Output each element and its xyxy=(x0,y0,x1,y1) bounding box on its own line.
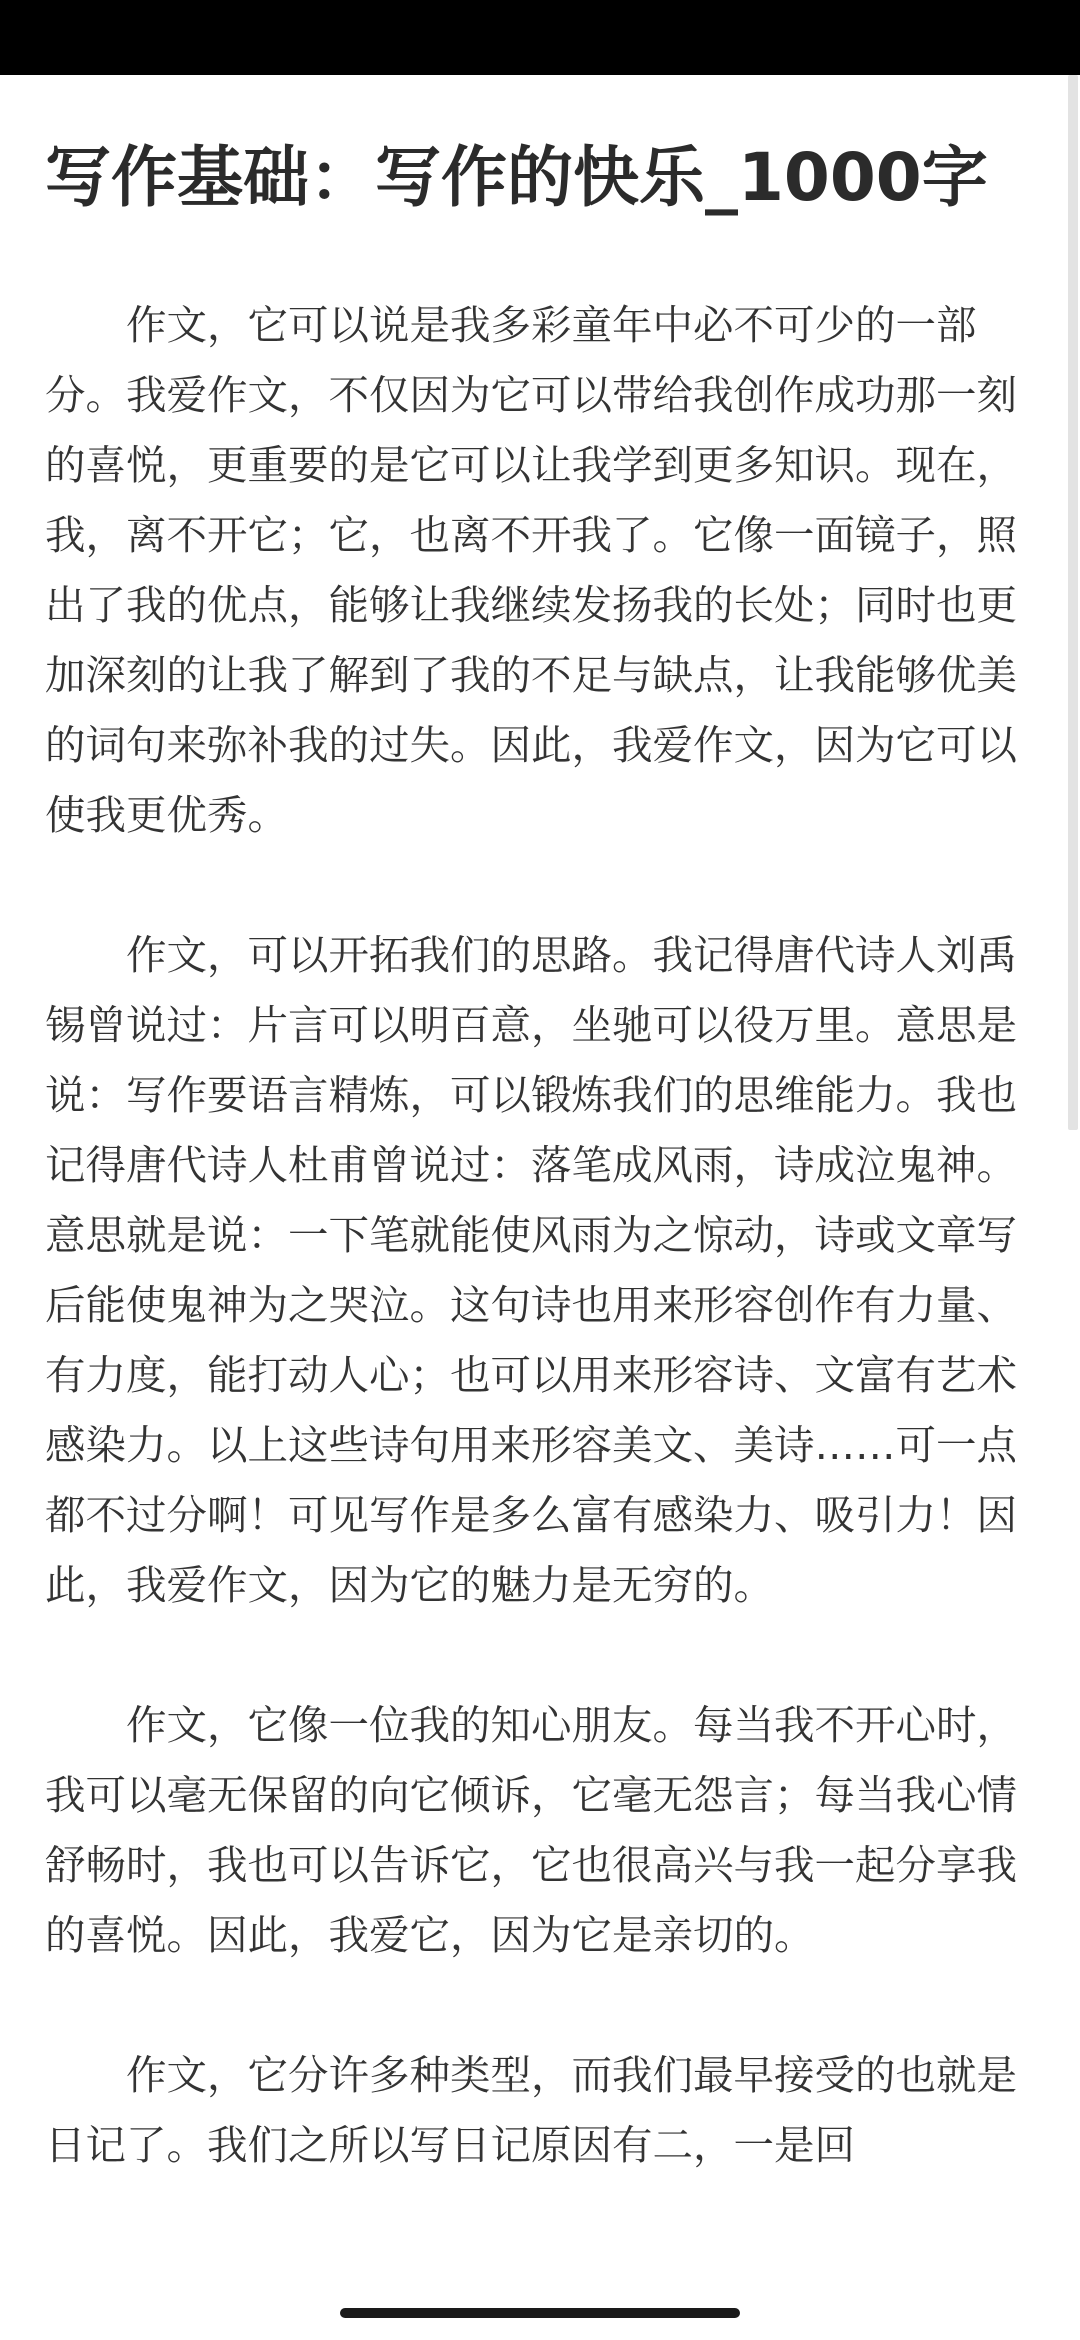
article-paragraph-3: 作文，它像一位我的知心朋友。每当我不开心时，我可以毫无保留的向它倾诉，它毫无怨言；每当我心情舒畅时，我也可以告诉它，它也很高兴与我一起分享我的喜悦。因此，我爱它，因为它是亲切的。 xyxy=(45,1701,1017,1959)
article-paragraph-1: 作文，它可以说是我多彩童年中必不可少的一部分。我爱作文，不仅因为它可以带给我创作成功那一刻的喜悦，更重要的是它可以让我学到更多知识。现在，我，离不开它；它，也离不开我了。它像一面镜子，照出了我的优点，能够让我继续发扬我的长处；同时也更加深刻的让我了解到了我的不足与缺点，让我能够优美的词句来弥补我的过失。因此，我爱作文，因为它可以使我更优秀。 xyxy=(45,301,1017,839)
article-body xyxy=(45,290,1017,2250)
home-indicator[interactable] xyxy=(340,2308,740,2318)
article-paragraph-2: 作文，可以开拓我们的思路。我记得唐代诗人刘禹锡曾说过：片言可以明百意，坐驰可以役万里。意思是说：写作要语言精炼，可以锻炼我们的思维能力。我也记得唐代诗人杜甫曾说过：落笔成风雨，诗成泣鬼神。意思就是说：一下笔就能使风雨为之惊动，诗或文章写后能使鬼神为之哭泣。这句诗也用来形容创作有力量、有力度，能打动人心；也可以用来形容诗、文富有艺术感染力。以上这些诗句用来形容美文、美诗……可一点都不过分啊！可见写作是多么富有感染力、吸引力！因此，我爱作文，因为它的魅力是无穷的。 xyxy=(45,931,1017,1609)
article-viewport[interactable] xyxy=(0,75,1080,2290)
article-title: 写作基础：写作的快乐_1000字 xyxy=(45,139,988,216)
vertical-scrollbar[interactable] xyxy=(1068,75,1078,1130)
status-bar xyxy=(0,0,1080,75)
article-paragraph-4: 作文，它分许多种类型，而我们最早接受的也就是日记了。我们之所以写日记原因有二，一是回 xyxy=(45,2051,1017,2169)
